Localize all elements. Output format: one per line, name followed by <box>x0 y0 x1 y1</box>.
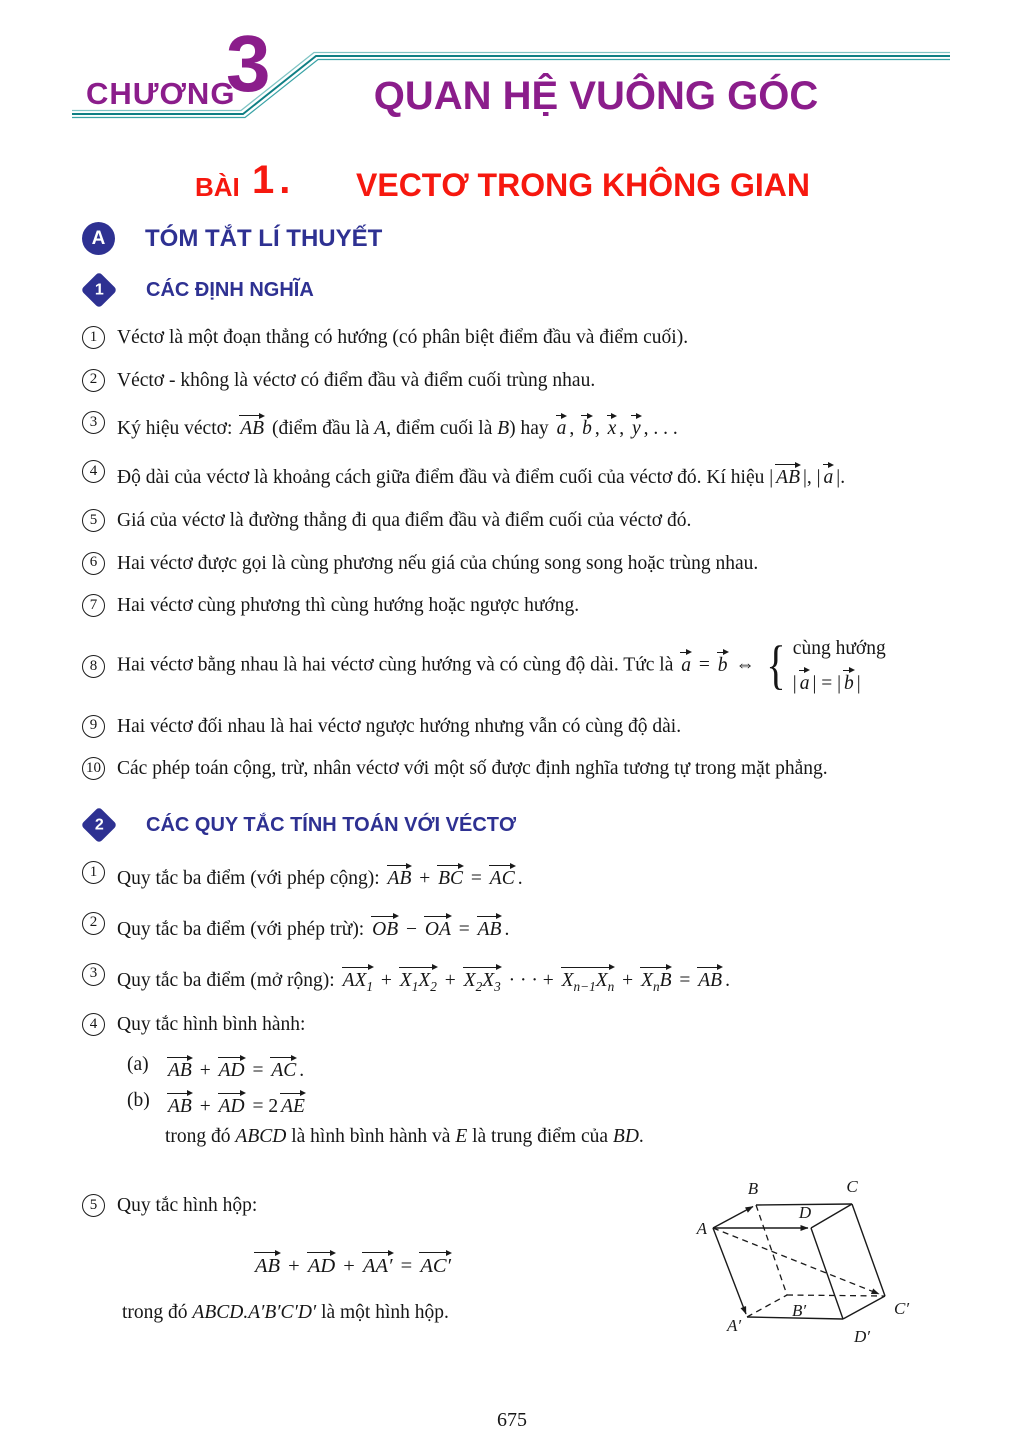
vector-arrow-icon <box>424 913 452 920</box>
page-number: 675 <box>497 1409 527 1431</box>
vector: $AX_1$ <box>341 962 375 994</box>
vertex-label-Bprime: B′ <box>791 1301 807 1321</box>
vector: AB <box>774 459 802 488</box>
vector: AB <box>166 1088 194 1117</box>
vertex-label-Dprime: D′ <box>854 1327 870 1347</box>
vector: AB <box>253 1247 282 1278</box>
vector-arrow-icon <box>607 412 618 419</box>
vertex-label-A: A <box>696 1219 707 1239</box>
cases-group <box>763 636 886 696</box>
page-header <box>0 0 1024 222</box>
lesson-label: BÀI <box>195 172 240 202</box>
section-a-title: TÓM TẮT LÍ THUYẾT <box>145 224 383 252</box>
vector: AC <box>269 1052 298 1081</box>
vector-arrow-icon <box>167 1090 193 1097</box>
item-number-badge: 1 <box>82 326 105 349</box>
box-rule-equation: AB + AD + AA′ = AC′ <box>82 1247 624 1278</box>
vector-arrow-icon <box>680 649 692 656</box>
sub-item <box>127 1052 966 1084</box>
vector: AA′ <box>361 1247 395 1278</box>
vector-arrow-icon <box>477 913 503 920</box>
vector: OB <box>370 911 400 940</box>
sub-item-math: AB + AD = 2 AE <box>165 1088 308 1120</box>
item-number-badge: 6 <box>82 552 105 575</box>
chapter-number: 3 <box>226 19 271 108</box>
vector: AD <box>306 1247 337 1278</box>
rules-badge: 2 <box>81 807 118 844</box>
vector-arrow-icon <box>697 964 723 971</box>
item-text: Quy tắc hình hộp: <box>117 1195 258 1217</box>
vector: a <box>555 410 569 439</box>
edge-A-Aprime-arrow <box>713 1228 746 1314</box>
chapter-title: QUAN HỆ VUÔNG GÓC <box>373 74 819 118</box>
vector-arrow-icon <box>489 862 516 869</box>
vector-arrow-icon <box>640 964 672 971</box>
item-number-badge: 2 <box>82 369 105 392</box>
item-text: Hai véctơ đối nhau là hai véctơ ngược hướng nhưng vẫn có cùng độ dài. <box>117 715 682 737</box>
item-number-badge: 3 <box>82 963 105 986</box>
item-number-badge: 5 <box>82 509 105 532</box>
vector-arrow-icon <box>342 964 374 971</box>
vertex-label-D: D <box>798 1203 812 1223</box>
vector-arrow-icon <box>218 1054 246 1061</box>
sub-item-note: trong đó ABCD là hình bình hành và E là trung điểm của BD. <box>165 1125 644 1147</box>
lesson-number: 1. <box>252 158 296 202</box>
definitions-title: CÁC ĐỊNH NGHĨA <box>146 278 314 301</box>
vector-arrow-icon <box>167 1054 193 1061</box>
vector-arrow-icon <box>371 913 399 920</box>
item-number-badge: 9 <box>82 715 105 738</box>
vector-arrow-icon <box>270 1054 297 1061</box>
vertex-label-Cprime: C′ <box>894 1299 910 1319</box>
list-item <box>82 911 966 943</box>
vector: AB <box>476 911 504 940</box>
sub-item <box>127 1088 966 1120</box>
section-a-header <box>82 222 966 255</box>
vector: a <box>679 647 693 676</box>
box-rule-text-column <box>82 1193 664 1372</box>
vector-arrow-icon <box>387 862 413 869</box>
list-item <box>82 551 966 577</box>
left-brace: { <box>766 635 786 696</box>
vector: b <box>842 665 856 694</box>
vertex-label-B: B <box>747 1179 759 1199</box>
vector-arrow-icon <box>561 964 616 971</box>
parallelepiped-figure <box>664 1165 966 1372</box>
sub-item-label: (a) <box>127 1054 149 1076</box>
item-number-badge: 4 <box>82 460 105 483</box>
vector-arrow-icon <box>437 862 464 869</box>
vector: x <box>606 410 619 439</box>
sub-list <box>127 1052 966 1149</box>
case-row: | a | = | b | <box>793 665 886 697</box>
box-rule-section <box>82 1177 966 1372</box>
vector: b <box>716 647 730 676</box>
vector-arrow-icon <box>775 461 801 468</box>
list-item <box>82 962 966 994</box>
item-number-badge: 10 <box>82 757 105 780</box>
chapter-label: CHƯƠNG <box>86 76 236 111</box>
vector-arrow-icon <box>463 964 502 971</box>
vector: y <box>630 410 643 439</box>
vector-arrow-icon <box>280 1090 306 1097</box>
lesson-title: VECTƠ TRONG KHÔNG GIAN <box>356 167 810 203</box>
vector: a <box>822 459 836 488</box>
item-number-badge: 1 <box>82 861 105 884</box>
case-row: cùng hướng <box>792 638 886 660</box>
sub-item-math: AB + AD = AC . <box>165 1052 304 1084</box>
vector: AB <box>166 1052 194 1081</box>
item-number-badge: 8 <box>82 655 105 678</box>
vector-arrow-icon <box>399 964 438 971</box>
rules-title: CÁC QUY TẮC TÍNH TOÁN VỚI VÉCTƠ <box>146 813 517 836</box>
definitions-badge: 1 <box>81 272 118 309</box>
vector-arrow-icon <box>631 412 642 419</box>
rules-header <box>82 808 966 842</box>
item-text: Véctơ là một đoạn thẳng có hướng (có phân biệt điểm đầu và điểm cuối). <box>117 327 689 348</box>
item-text: Quy tắc hình bình hành: (a) AB + AD = AC . (b) AB + AD = 2 AE trong đó ABCD là hình bình hành và E là trung điểm của BD. <box>117 1012 966 1149</box>
vector: AC <box>488 860 517 889</box>
item-number-badge: 5 <box>82 1194 105 1217</box>
vector: $X_2X_3$ <box>462 962 503 994</box>
vector: AD <box>217 1052 247 1081</box>
list-item <box>82 1012 966 1149</box>
vertex-label-C: C <box>846 1177 858 1197</box>
page-content <box>0 222 1024 1372</box>
diagonal-A-Cprime-arrow <box>713 1228 879 1294</box>
item-text: Độ dài của véctơ là khoảng cách giữa điểm đầu và điểm cuối của véctơ đó. Kí hiệu | AB |, | a |. <box>117 459 966 491</box>
list-item <box>82 756 966 782</box>
item-text: Hai véctơ được gọi là cùng phương nếu giá của chúng song song hoặc trùng nhau. <box>117 552 759 574</box>
vector: $X_{n-1}X_n$ <box>560 962 617 994</box>
item-text: Quy tắc ba điểm (với phép trừ): OB − OA = AB . <box>117 911 966 943</box>
vector-arrow-icon <box>581 412 593 419</box>
vector: OA <box>423 911 453 940</box>
item-text: Ký hiệu véctơ: AB (điểm đầu là A, điểm cuối là B) hay a , b , x , y , . . . <box>117 410 966 442</box>
item-number-badge: 4 <box>82 1013 105 1036</box>
section-a-badge: A <box>82 222 115 255</box>
item-number-badge: 3 <box>82 411 105 434</box>
vector: a <box>798 665 812 694</box>
item-text: Quy tắc ba điểm (với phép cộng): AB + BC = AC . <box>117 860 966 892</box>
list-item <box>82 410 966 442</box>
vector-arrow-icon <box>556 412 568 419</box>
vector: AB <box>238 410 266 439</box>
list-item <box>82 368 966 394</box>
list-item <box>82 860 966 892</box>
vector: $X_1X_2$ <box>398 962 439 994</box>
list-item <box>82 593 966 619</box>
item-text: Véctơ - không là véctơ có điểm đầu và điểm cuối trùng nhau. <box>117 369 596 391</box>
vertex-label-Aprime: A′ <box>726 1316 742 1336</box>
vector-arrow-icon <box>419 1249 452 1256</box>
vector: BC <box>436 860 465 889</box>
list-item <box>82 1193 664 1219</box>
item-number-badge: 2 <box>82 912 105 935</box>
vector-arrow-icon <box>239 412 265 419</box>
vector: AD <box>217 1088 247 1117</box>
vector-arrow-icon <box>799 667 811 674</box>
item-text: Quy tắc ba điểm (mở rộng): $AX_1$ + $X_1X_2$ + $X_2X_3$ · · · + $X_{n-1}X_n$ + $X_nB$ = AB . <box>117 962 966 994</box>
list-item <box>82 325 966 351</box>
rules-list <box>82 860 966 1149</box>
vector: AB <box>386 860 414 889</box>
item-text: Hai véctơ cùng phương thì cùng hướng hoặc ngược hướng. <box>117 595 580 617</box>
vector-arrow-icon <box>823 461 835 468</box>
list-item <box>82 714 966 740</box>
list-item <box>82 636 966 696</box>
vector: AC′ <box>418 1247 453 1278</box>
vector-arrow-icon <box>307 1249 336 1256</box>
item-number-badge: 7 <box>82 594 105 617</box>
list-item <box>82 508 966 534</box>
sub-item-label: (b) <box>127 1089 150 1111</box>
vector: AE <box>279 1088 307 1117</box>
vector-arrow-icon <box>218 1090 246 1097</box>
vector-arrow-icon <box>362 1249 394 1256</box>
vector: AB <box>696 962 724 991</box>
item-text: Giá của véctơ là đường thẳng đi qua điểm đầu và điểm cuối của véctơ đó. <box>117 509 692 531</box>
item-text: Các phép toán cộng, trừ, nhân véctơ với một số được định nghĩa tương tự trong mặt phẳng. <box>117 758 828 780</box>
vector-arrow-icon <box>843 667 855 674</box>
vector: b <box>580 410 594 439</box>
item-text: Hai véctơ bằng nhau là hai véctơ cùng hướng và có cùng độ dài. Tức là a = b ⇔ { cùng hướng | a | = | b | <box>117 635 886 696</box>
vector-arrow-icon <box>254 1249 281 1256</box>
vector: $X_nB$ <box>639 962 673 994</box>
vector-arrow-icon <box>717 649 729 656</box>
box-rule-note: trong đó ABCD.A′B′C′D′ là một hình hộp. <box>122 1302 449 1324</box>
edge-A-B-arrow <box>713 1207 753 1229</box>
definitions-list <box>82 325 966 782</box>
list-item <box>82 459 966 491</box>
definitions-header <box>82 273 966 307</box>
